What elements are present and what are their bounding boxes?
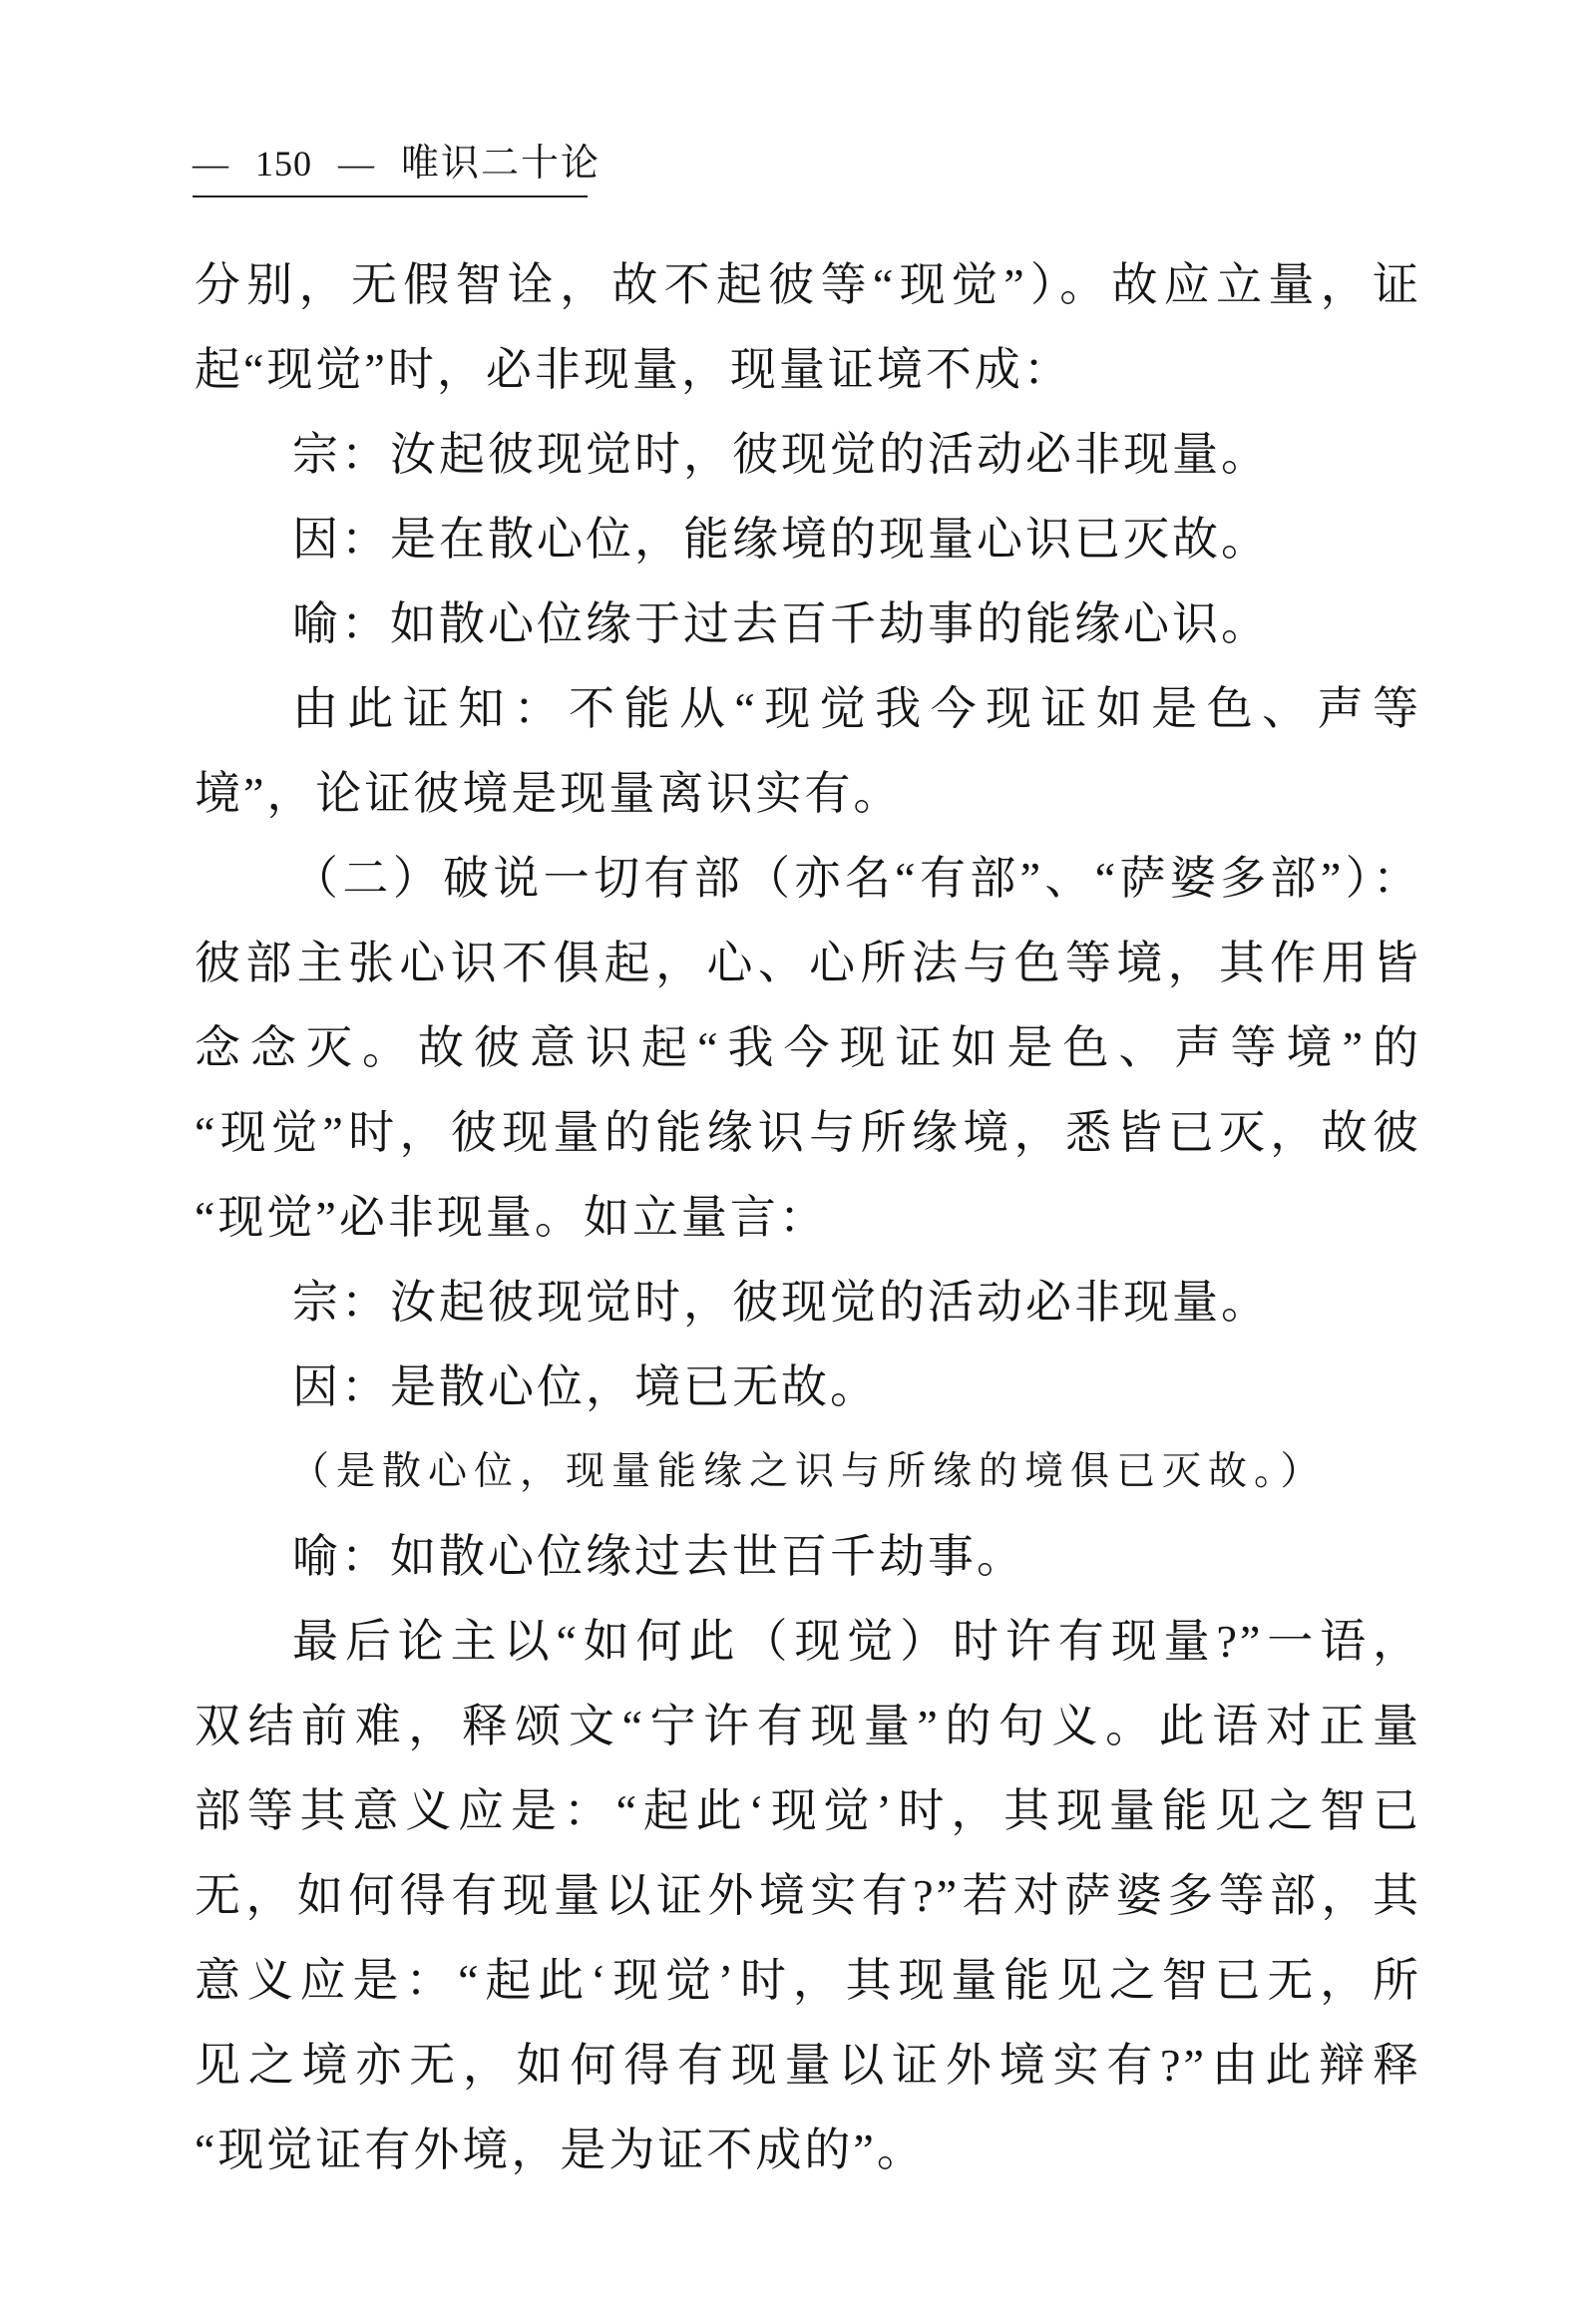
header-dash-right: — [338,144,375,184]
text-line: 见之境亦无，如何得有现量以证外境实有?”由此辩释 [195,2040,1421,2091]
note-line: （是散心位，现量能缘之识与所缘的境俱已灭故。） [290,1450,1327,1493]
running-header [193,140,600,188]
text-line: “现觉”时，彼现量的能缘识与所缘境，悉皆已灭，故彼 [195,1107,1421,1158]
text-line: “现觉”必非现量。如立量言： [195,1192,828,1243]
text-line: 最后论主以“如何此（现觉）时许有现量?”一语， [292,1616,1421,1667]
text-line: 境”，论证彼境是现量离识实有。 [195,768,903,819]
header-dash-left: — [193,144,229,184]
text-line: 意义应是：“起此‘现觉’时，其现量能见之智已无，所 [195,1955,1421,2006]
text-line: 彼部主张心识不俱起，心、心所法与色等境，其作用皆 [195,938,1421,988]
text-line: 双结前难，释颂文“宁许有现量”的句义。此语对正量 [195,1701,1421,1751]
text-line: 起“现觉”时，必非现量，现量证境不成： [195,344,1072,395]
text-line: 念念灭。故彼意识起“我今现证如是色、声等境”的 [195,1022,1421,1073]
text-line: 因：是散心位，境已无故。 [292,1361,879,1412]
text-block [195,242,1421,2192]
text-line: 因：是在散心位，能缘境的现量心识已灭故。 [292,514,1270,565]
page-number: 150 [255,144,312,184]
text-line: 无，如何得有现量以证外境实有?”若对萨婆多等部，其 [195,1870,1421,1921]
text-line: 喻：如散心位缘于过去百千劫事的能缘心识。 [292,598,1270,649]
text-line: （二）破说一切有部（亦名“有部”、“萨婆多部”）： [292,853,1421,904]
text-line: 分别，无假智诠，故不起彼等“现觉”）。故应立量，证 [195,259,1421,310]
text-line: 宗：汝起彼现觉时，彼现觉的活动必非现量。 [292,1277,1270,1328]
text-line: 部等其意义应是：“起此‘现觉’时，其现量能见之智已 [195,1785,1421,1836]
text-line: 由此证知：不能从“现觉我今现证如是色、声等 [292,683,1421,734]
text-line: 喻：如散心位缘过去世百千劫事。 [292,1531,1025,1582]
book-title: 唯识二十论 [401,143,601,185]
text-line: 宗：汝起彼现觉时，彼现觉的活动必非现量。 [292,429,1270,480]
header-underline [193,195,588,197]
text-line: “现觉证有外境，是为证不成的”。 [195,2124,926,2175]
